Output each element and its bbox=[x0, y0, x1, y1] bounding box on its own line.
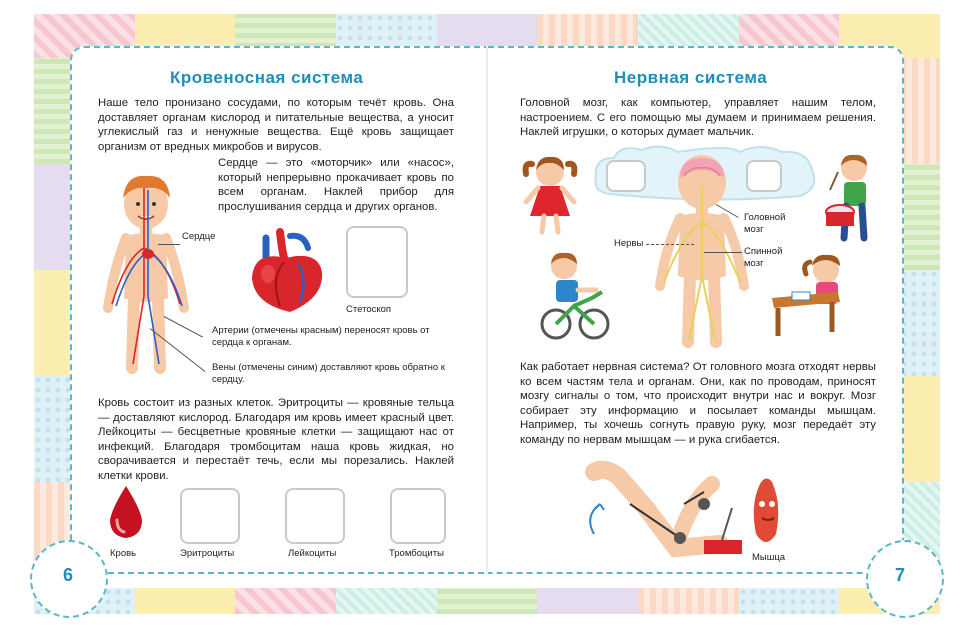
spinal-cord-label: Спинной мозг bbox=[744, 246, 783, 269]
arteries-label: Артерии (отмечены красным) переносят кровь от сердца к органам. bbox=[212, 325, 430, 348]
boy-with-drum-illustration bbox=[824, 150, 874, 246]
circulatory-boy-illustration bbox=[96, 168, 196, 378]
heart-label: Сердце bbox=[182, 231, 216, 242]
brain-label: Головной мозг bbox=[744, 212, 786, 235]
nervous-system-boy-illustration bbox=[650, 146, 754, 348]
how-nervous-system-works-text: Как работает нервная система? От головного мозга отходят нервы ко всем частям тела и органам. Они, как по проводам, приносят мозгу сигналы о том, что происходит внутри нас и вокруг. Мозг собирает эту информацию и посылает команды мышцам. Например, ты хочешь согнуть правую руку, мозг передаёт эту команду по нервам мышцам — и рука сгибается. bbox=[520, 361, 876, 446]
right-page-title: Нервная система bbox=[614, 68, 768, 87]
leukocytes-sticker-slot[interactable] bbox=[285, 488, 345, 544]
blood-drop-icon bbox=[106, 484, 146, 540]
left-page-title: Кровеносная система bbox=[170, 68, 364, 87]
girl-at-desk-illustration bbox=[768, 252, 868, 340]
page-number-left: 6 bbox=[63, 565, 74, 585]
book-spine bbox=[486, 46, 488, 574]
platelets-sticker-slot[interactable] bbox=[390, 488, 446, 544]
veins-label: Вены (отмечены синим) доставляют кровь обратно к сердцу. bbox=[212, 362, 445, 385]
blood-label: Кровь bbox=[110, 548, 137, 559]
nerves-leader-line bbox=[646, 244, 694, 245]
girl-in-red-dress-illustration bbox=[520, 152, 580, 238]
platelets-label: Тромбоциты bbox=[389, 548, 444, 559]
blood-cells-text: Кровь состоит из разных клеток. Эритроциты — кровяные тельца — доставляют кислород. Благодаря им кровь имеет красный цвет. Лейкоциты — бесцветные кровяные клетки — защищают нас от инфекций. Благодаря тромбоцитам наша кровь жидкая, но сворачивается и перестаёт течь, если мы порезались. Наклей клетки крови. bbox=[98, 397, 454, 482]
heart-leader-line bbox=[158, 244, 180, 245]
muscle-label: Мышца bbox=[752, 552, 786, 563]
spinal-cord-leader-line bbox=[704, 252, 742, 253]
heart-text: Сердце — это «моторчик» или «насос», который непрерывно прокачивает кровь по всем органам. Наклей прибор для прослушивания сердца и других органов. bbox=[218, 157, 454, 213]
erythrocytes-sticker-slot[interactable] bbox=[180, 488, 240, 544]
nerves-label: Нервы bbox=[614, 238, 644, 249]
erythrocytes-label: Эритроциты bbox=[180, 548, 235, 559]
stethoscope-label: Стетоскоп bbox=[346, 304, 392, 315]
boy-on-bicycle-illustration bbox=[544, 250, 610, 342]
leukocytes-label: Лейкоциты bbox=[288, 548, 337, 559]
page-number-right: 7 bbox=[895, 565, 906, 585]
toy-sticker-slot-1[interactable] bbox=[606, 160, 646, 192]
arm-muscle-illustration bbox=[580, 464, 810, 560]
stethoscope-sticker-slot[interactable] bbox=[346, 226, 408, 298]
nervous-intro: Головной мозг, как компьютер, управляет нашим телом, настроением. С его помощью мы думаем и принимаем решения. Наклей игрушки, о которых думает мальчик. bbox=[520, 97, 876, 139]
circulatory-intro: Наше тело пронизано сосудами, по которым течёт кровь. Она доставляет органам кислород и питательные вещества, а уносит углекислый газ и ненужные вещества. Ещё кровь защищает организм от вредных микробов и вирусов. bbox=[98, 97, 454, 153]
heart-illustration bbox=[244, 228, 328, 316]
